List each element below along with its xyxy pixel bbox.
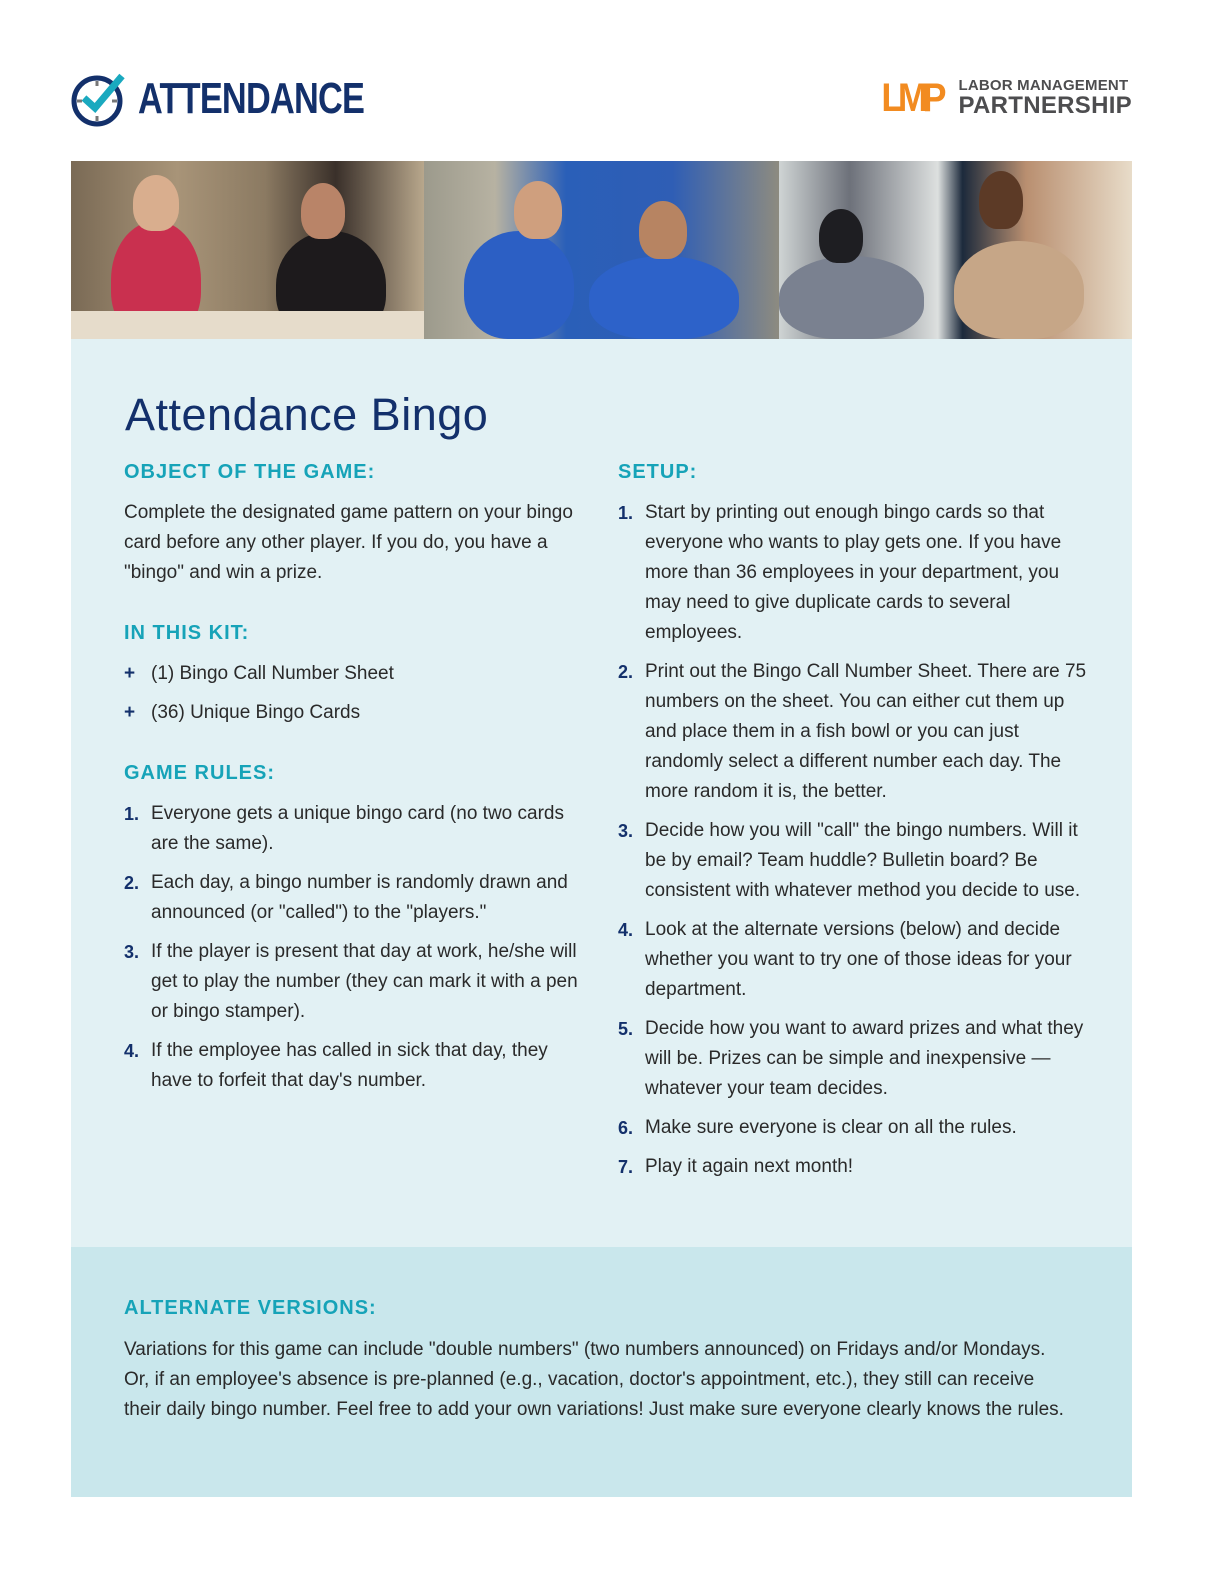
plus-icon: + [124, 702, 136, 723]
kit-heading: IN THIS KIT: [124, 622, 250, 644]
rule-text: If the player is present that day at work, he/she will get to play the number (they can mark it with a pen or bingo stamper). [151, 941, 578, 1022]
page-header [0, 0, 1224, 160]
item-number: 4. [618, 920, 634, 940]
setup-text: Print out the Bingo Call Number Sheet. There are 75 numbers on the sheet. You can either cut them up and place them in a fish bowl or you can just randomly select a different number each day. The more random it is, the better. [645, 661, 1087, 802]
item-number: 3. [124, 942, 140, 962]
clock-check-icon [70, 70, 128, 128]
item-number: 1. [124, 804, 140, 824]
rule-text: Everyone gets a unique bingo card (no two cards are the same). [151, 803, 564, 854]
alternate-heading: ALTERNATE VERSIONS: [124, 1297, 377, 1319]
list-item [618, 1113, 1088, 1143]
list-item [124, 937, 594, 1027]
photo-meeting [71, 161, 424, 339]
list-item [124, 868, 594, 928]
rules-list [124, 799, 594, 1096]
lmp-line1: LABOR MANAGEMENT [958, 77, 1129, 94]
lmp-logo [878, 78, 1132, 118]
item-number: 3. [618, 821, 634, 841]
setup-list [618, 498, 1088, 1182]
list-item [618, 657, 1088, 807]
left-column [124, 461, 594, 1105]
item-number: 4. [124, 1041, 140, 1061]
item-number: 6. [618, 1118, 634, 1138]
object-heading: OBJECT OF THE GAME: [124, 461, 376, 483]
setup-heading: SETUP: [618, 461, 698, 483]
list-item [124, 698, 594, 728]
list-item [618, 1152, 1088, 1182]
lmp-mark: LMP [881, 76, 942, 120]
main-panel [71, 339, 1132, 1247]
attendance-logo [70, 70, 428, 128]
right-column [618, 461, 1088, 1191]
item-number: 1. [618, 503, 634, 523]
brand-name: ATTENDANCE [138, 74, 365, 123]
list-item [124, 799, 594, 859]
rule-text: Each day, a bingo number is randomly drawn and announced (or "called") to the "players." [151, 872, 568, 923]
kit-item-text: (36) Unique Bingo Cards [151, 702, 361, 723]
alternate-versions-panel [71, 1247, 1132, 1497]
lmp-line2: PARTNERSHIP [958, 92, 1132, 119]
setup-text: Decide how you want to award prizes and what they will be. Prizes can be simple and inexpensive — whatever your team decides. [645, 1018, 1084, 1099]
setup-text: Play it again next month! [645, 1156, 854, 1177]
item-number: 2. [618, 662, 634, 682]
kit-item-text: (1) Bingo Call Number Sheet [151, 663, 394, 684]
list-item [124, 1036, 594, 1096]
list-item [618, 1014, 1088, 1104]
setup-text: Look at the alternate versions (below) and decide whether you want to try one of those ideas for your department. [645, 919, 1072, 1000]
kit-list [124, 659, 594, 728]
rules-heading: GAME RULES: [124, 762, 275, 784]
photo-healthcare [424, 161, 779, 339]
rule-text: If the employee has called in sick that day, they have to forfeit that day's number. [151, 1040, 548, 1091]
object-text: Complete the designated game pattern on your bingo card before any other player. If you do, you have a "bingo" and win a prize. [124, 502, 573, 583]
setup-text: Start by printing out enough bingo cards so that everyone who wants to play gets one. If you have more than 36 employees in your department, you may need to give duplicate cards to several employees. [645, 502, 1062, 643]
item-number: 7. [618, 1157, 634, 1177]
list-item [124, 659, 594, 689]
page-title: Attendance Bingo [125, 389, 489, 440]
list-item [618, 915, 1088, 1005]
item-number: 5. [618, 1019, 634, 1039]
photo-strip [71, 161, 1132, 339]
alternate-text: Variations for this game can include "double numbers" (two numbers announced) on Fridays and/or Mondays. Or, if an employee's absence is pre-planned (e.g., vacation, doctor's appointment, etc.), they still can receive their daily bingo number. Feel free to add your own variations! Just make sure everyone clearly knows the rules. [124, 1339, 1064, 1420]
setup-text: Make sure everyone is clear on all the rules. [645, 1117, 1017, 1138]
list-item [618, 816, 1088, 906]
setup-text: Decide how you will "call" the bingo numbers. Will it be by email? Team huddle? Bulletin board? Be consistent with whatever method you decide to use. [645, 820, 1081, 901]
item-number: 2. [124, 873, 140, 893]
photo-whiteboard [779, 161, 1132, 339]
list-item [618, 498, 1088, 648]
plus-icon: + [124, 663, 136, 684]
